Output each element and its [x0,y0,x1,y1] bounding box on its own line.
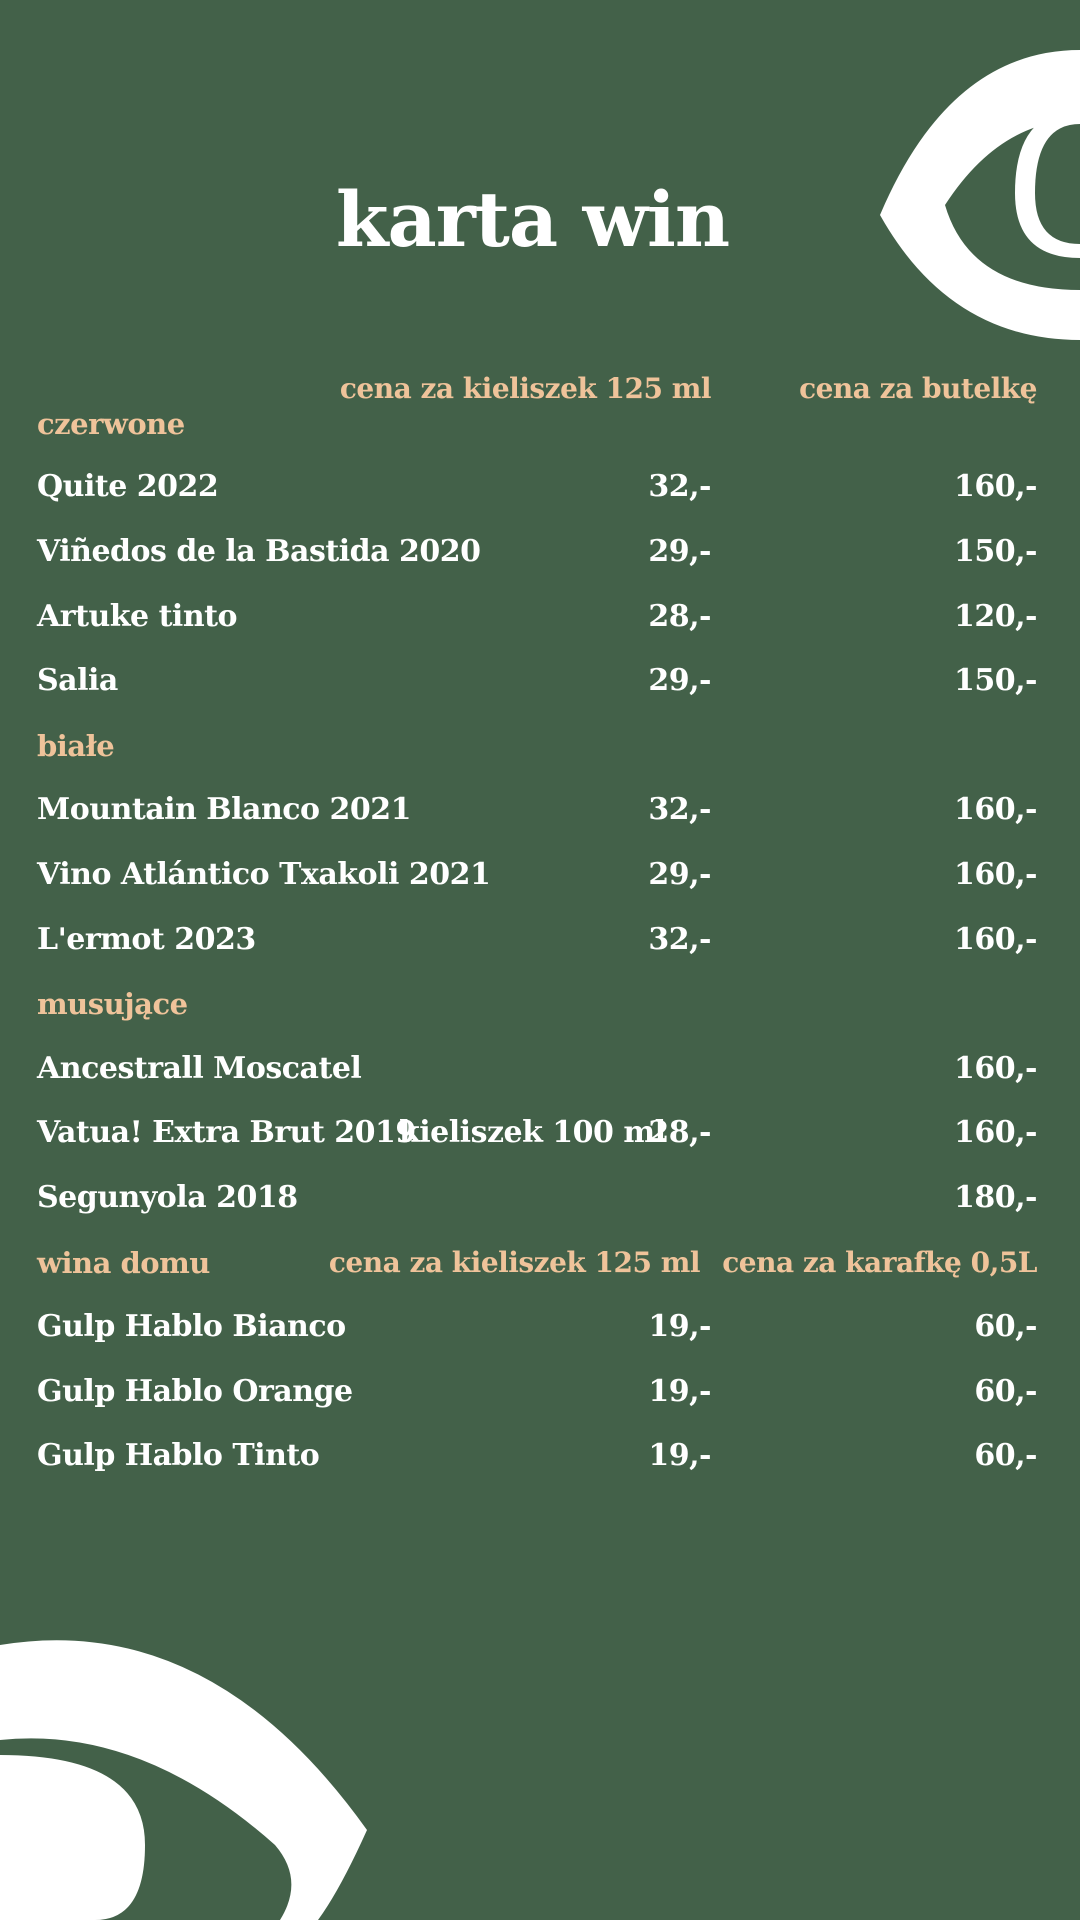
glass-price: 32,- [648,922,711,957]
bottle-price: 180,- [953,1180,1037,1215]
carafe-price-header: cena za karafkę 0,5L [722,1246,1037,1279]
bottle-price: 160,- [953,857,1037,892]
glass-price-header: cena za kieliszek 125 ml [339,372,711,405]
page-title: karta win [335,175,730,264]
glass-price-header: cena za kieliszek 125 ml [328,1246,700,1279]
glass-price: 19,- [648,1438,711,1473]
wine-name: Viñedos de la Bastida 2020 [37,534,481,569]
category-heading: czerwone [37,407,185,441]
carafe-price: 60,- [974,1374,1037,1409]
wine-name: Salia [37,663,118,698]
wine-name: Gulp Hablo Bianco [37,1309,346,1344]
wine-name: Gulp Hablo Tinto [37,1438,320,1473]
glass-price: 32,- [648,469,711,504]
eye-icon [0,1630,370,1920]
wine-name: Segunyola 2018 [37,1180,298,1215]
wine-name: Vino Atlántico Txakoli 2021 [37,857,491,892]
wine-name: Mountain Blanco 2021 [37,792,412,827]
bottle-price: 160,- [953,1115,1037,1150]
carafe-price: 60,- [974,1438,1037,1473]
bottle-price: 150,- [953,663,1037,698]
bottle-price: 160,- [953,1051,1037,1086]
glass-price: 29,- [648,663,711,698]
carafe-price: 60,- [974,1309,1037,1344]
category-heading: wina domu [37,1246,210,1280]
bottle-price-header: cena za butelkę [799,372,1037,405]
bottle-price: 160,- [953,922,1037,957]
wine-name: Artuke tinto [37,599,238,634]
bottle-price: 120,- [953,599,1037,634]
glass-price: 19,- [648,1374,711,1409]
category-heading: musujące [37,987,188,1021]
bottle-price: 160,- [953,469,1037,504]
bottle-price: 150,- [953,534,1037,569]
glass-price: 29,- [648,534,711,569]
wine-name: Ancestrall Moscatel [37,1051,362,1086]
glass-price: 29,- [648,857,711,892]
wine-name: L'ermot 2023 [37,922,256,957]
glass-price: 28,- [648,1115,711,1150]
glass-price: 32,- [648,792,711,827]
bottle-price: 160,- [953,792,1037,827]
category-heading: białe [37,729,115,763]
wine-name: Vatua! Extra Brut 2019 [37,1115,416,1150]
glass-price: 19,- [648,1309,711,1344]
wine-name: Quite 2022 [37,469,219,504]
wine-name: Gulp Hablo Orange [37,1374,353,1409]
serving-note: kieliszek 100 ml [399,1115,666,1150]
glass-price: 28,- [648,599,711,634]
